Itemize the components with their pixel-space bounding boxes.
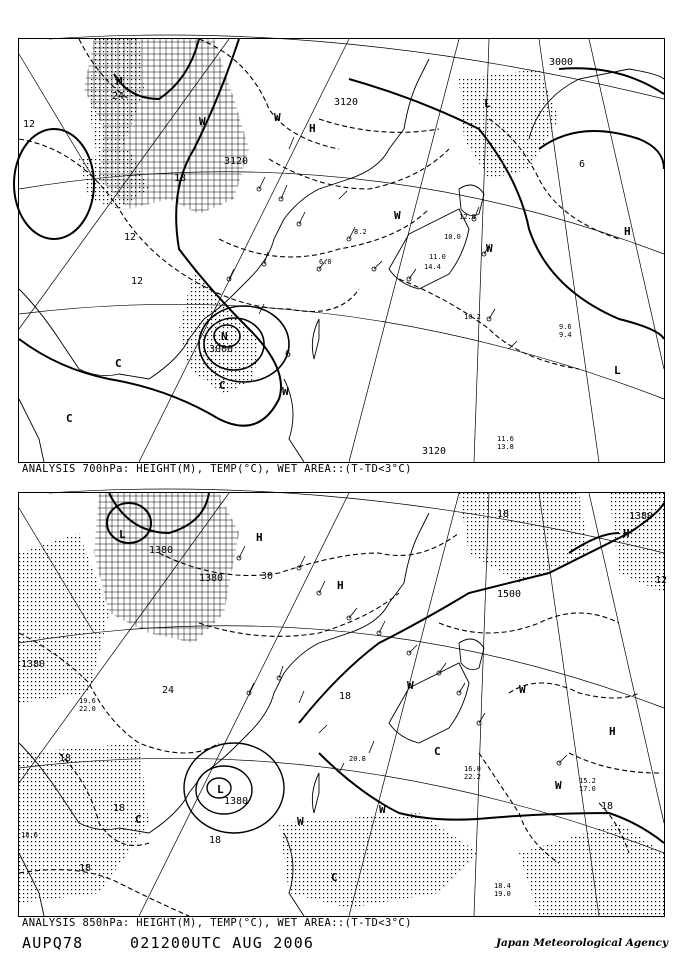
center-marker: W [199,115,206,128]
station-values [319,213,572,451]
temp-label: 12 [655,575,668,586]
chart-panel-700hpa [18,38,665,463]
station-value: 12.0 [459,213,476,221]
center-marker: C [66,412,73,425]
height-label: 1380 [224,796,249,807]
temp-label: 12 [131,276,144,287]
center-marker: W [274,111,281,124]
temp-label: 18 [209,835,222,846]
center-marker: M [116,75,123,88]
station-value: 9.4 [559,331,572,339]
center-marker: W [297,815,304,828]
station-value: 16.0 [464,765,481,773]
station-value: 22.2 [464,773,481,781]
station-value: 19.6 [79,697,96,705]
caption-850hpa: ANALYSIS 850hPa: HEIGHT(M), TEMP(°C), WET AREA::(T-TD<3°C) [22,917,412,929]
temp-label: 18 [174,173,187,184]
station-value: 10.0 [444,233,461,241]
temp-label: 18 [339,691,352,702]
station-value: 20.8 [349,755,366,763]
station-value: 18.6 [21,831,38,839]
height-label: 1380 [149,545,174,556]
height-label: 1500 [497,589,522,600]
temp-label: 18 [59,753,72,764]
low-center-circles [184,743,284,833]
chart-id: AUPQ78 [22,934,84,952]
temp-label: 24 [112,91,125,102]
center-marker: H [256,531,263,544]
temp-label: 12 [23,119,36,130]
station-value: 22.0 [79,705,96,713]
typhoon-label: N [221,330,228,343]
height-label: 3120 [334,97,359,108]
station-value: 9.6 [559,323,572,331]
agency-name: Japan Meteorological Agency [496,937,669,949]
center-marker: W [407,679,414,692]
temp-label: 18 [497,509,510,520]
map-700hpa [19,39,664,462]
center-marker: W [282,385,289,398]
center-marker: W [394,209,401,222]
height-label: 1380 [21,659,46,670]
station-value: 14.4 [424,263,441,271]
temp-label: 24 [162,685,175,696]
caption-700hpa: ANALYSIS 700hPa: HEIGHT(M), TEMP(°C), WET AREA::(T-TD<3°C) [22,463,412,475]
height-label: 3120 [422,446,447,457]
center-marker: L [614,364,621,377]
station-value: 10.2 [464,313,481,321]
center-marker: H [624,225,631,238]
height-label: 1380 [199,573,224,584]
center-marker: L [217,783,224,796]
station-value: 17.0 [579,785,596,793]
center-marker: H [337,579,344,592]
temp-label: 6 [579,159,586,170]
station-value: 11.0 [429,253,446,261]
center-marker: W [379,803,386,816]
valid-time: 021200UTC AUG 2006 [130,934,315,952]
center-marker: L [484,97,491,110]
temp-label: 18 [79,863,92,874]
center-marker: H [609,725,616,738]
station-value: 15.2 [579,777,596,785]
center-marker: C [331,871,338,884]
center-marker: C [219,379,226,392]
height-label: 3120 [224,156,249,167]
center-marker: W [486,242,493,255]
temp-label: 12 [124,232,137,243]
center-marker: H [309,122,316,135]
center-marker: L [119,528,126,541]
chart-panel-850hpa [18,492,668,917]
center-marker: C [135,813,142,826]
center-marker: H [623,527,630,540]
height-label: 1380 [629,511,654,522]
station-value: 6.0 [319,258,332,266]
center-marker: W [555,779,562,792]
temp-label: 18 [113,803,126,814]
typhoon-symbol [221,330,228,343]
temp-label: 18 [601,801,614,812]
station-value: 18.4 [494,882,511,890]
station-value: 11.6 [497,435,514,443]
temp-label: 6 [285,349,292,360]
center-marker: C [434,745,441,758]
temp-label: 30 [261,571,274,582]
height-label: 3000 [209,344,234,355]
station-value: 19.0 [494,890,511,898]
center-marker: C [115,357,122,370]
center-marker: W [519,683,526,696]
station-value: 8.2 [354,228,367,236]
map-850hpa [19,493,668,916]
height-label: 3000 [549,57,574,68]
station-value: 13.8 [497,443,514,451]
